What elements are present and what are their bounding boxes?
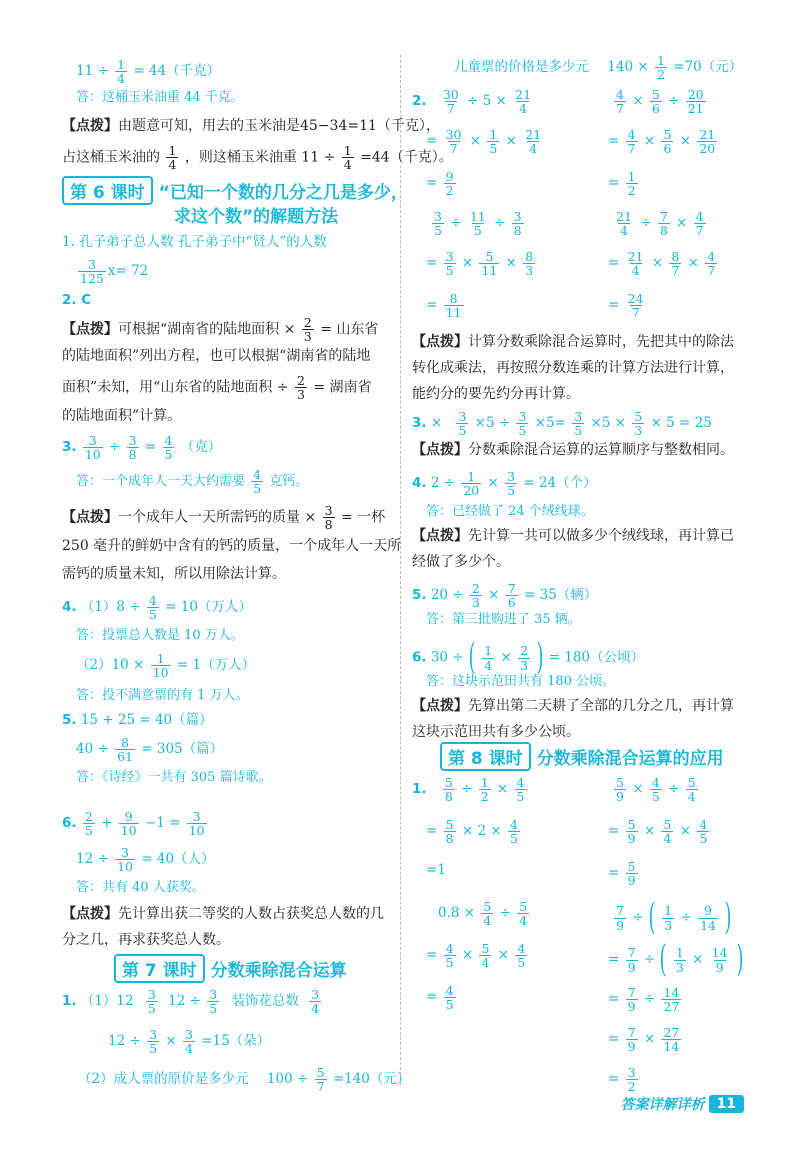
tip-block: 【点拨】先算出第二天耕了全部的几分之几，再计算 bbox=[412, 698, 734, 714]
question-3: 3. × $\frac{3}{5}$ ×5 ÷ $\frac{3}{5}$ ×5= $\frac{3}{5}$ ×5 × $\frac{5}{3}$ × 5 = 25 bbox=[412, 409, 712, 439]
tip-block: 【点拨】计算分数乘除混合运算时，先把其中的除法 bbox=[412, 334, 734, 350]
tip-block: 【点拨】由题意可知，用去的玉米油是45−34=11（千克）， bbox=[62, 118, 440, 134]
question-1: 1. 孔子弟子总人数 孔子弟子中“贤人”的人数 bbox=[62, 234, 327, 250]
question-5: 5. 20 ÷ $\frac{2}{3}$ × $\frac{7}{6}$ = 35（辆） bbox=[412, 581, 598, 611]
column-divider bbox=[400, 55, 401, 1085]
page-footer bbox=[621, 1094, 744, 1114]
question-4: 4. （1）8 ÷ $\frac{4}{5}$ = 10（万人） bbox=[62, 593, 252, 623]
question-6: 6. 30 ÷ ( $\frac{1}{4}$ × $\frac{2}{3}$ ) = 180（公顷） bbox=[412, 637, 645, 678]
question-1-expr: $\frac{3}{125}$ x= 72 bbox=[80, 257, 149, 287]
answer-text: 答：这桶玉米油重 44 千克。 bbox=[76, 90, 244, 105]
page-number: 11 bbox=[709, 1095, 744, 1113]
question-4: 4. 2 ÷ $\frac{1}{20}$ × $\frac{3}{5}$ = 24（个） bbox=[412, 469, 597, 499]
lesson-7-heading: 第 7 课时 分数乘除混合运算 bbox=[114, 954, 347, 983]
tip-block: 【点拨】先计算一共可以做多少个绒线球，再计算已 bbox=[412, 528, 734, 544]
lesson-6-heading: 第 6 课时 “已知一个数的几分之几是多少， bbox=[62, 176, 408, 205]
lesson-8-heading: 第 8 课时 分数乘除混合运算的应用 bbox=[440, 742, 724, 771]
tip-block: 【点拨】一个成年人一天所需钙的质量 × $\frac{3}{8}$ = 一杯 bbox=[62, 503, 386, 533]
answer-line: 11 ÷ $\frac{1}{4}$ = 44（千克） bbox=[76, 57, 221, 87]
footer-label: 答案详解详析 bbox=[620, 1097, 705, 1113]
question-2: 2. C bbox=[62, 292, 92, 308]
question-5: 5. 15 + 25 = 40（篇） bbox=[62, 712, 213, 728]
question-3: 3. $\frac{3}{10}$ ÷ $\frac{3}{8}$ = $\frac{4}{5}$ （克） bbox=[62, 433, 222, 463]
lesson-6-heading-line2: 求这个数”的解题方法 bbox=[174, 207, 339, 227]
tip-block: 【点拨】先计算出获二等奖的人数占获奖总人数的几 bbox=[62, 906, 384, 922]
lesson8-question-1: 1. $\frac{5}{8}$ ÷ $\frac{1}{2}$ × $\frac{4}{5}$ bbox=[412, 775, 525, 805]
lesson7-question-1: 1. （1）12 $\frac{3}{5}$ 12 ÷ $\frac{3}{5}$ 装饰花总数 $\frac{3}{4}$ bbox=[62, 987, 320, 1017]
tip-block: 【点拨】分数乘除混合运算的运算顺序与整数相同。 bbox=[412, 442, 734, 458]
tip-block: 【点拨】可根据“湖南省的陆地面积 × $\frac{2}{3}$ = 山东省 bbox=[62, 315, 379, 345]
fraction: $\frac{1}{4}$ bbox=[117, 57, 126, 87]
tip-line: 占这桶玉米油的 $\frac{1}{4}$ ，则这桶玉米油重 11 ÷ $\frac{1}{4}$ =44（千克）。 bbox=[62, 143, 453, 173]
lesson-badge: 第 6 课时 bbox=[62, 176, 153, 205]
question-2: 2. $\frac{30}{7}$ ÷ 5 × $\frac{21}{4}$ bbox=[412, 87, 532, 117]
question-6: 6. $\frac{2}{5}$ + $\frac{9}{10}$ −1 = $\frac{3}{10}$ bbox=[62, 809, 205, 839]
